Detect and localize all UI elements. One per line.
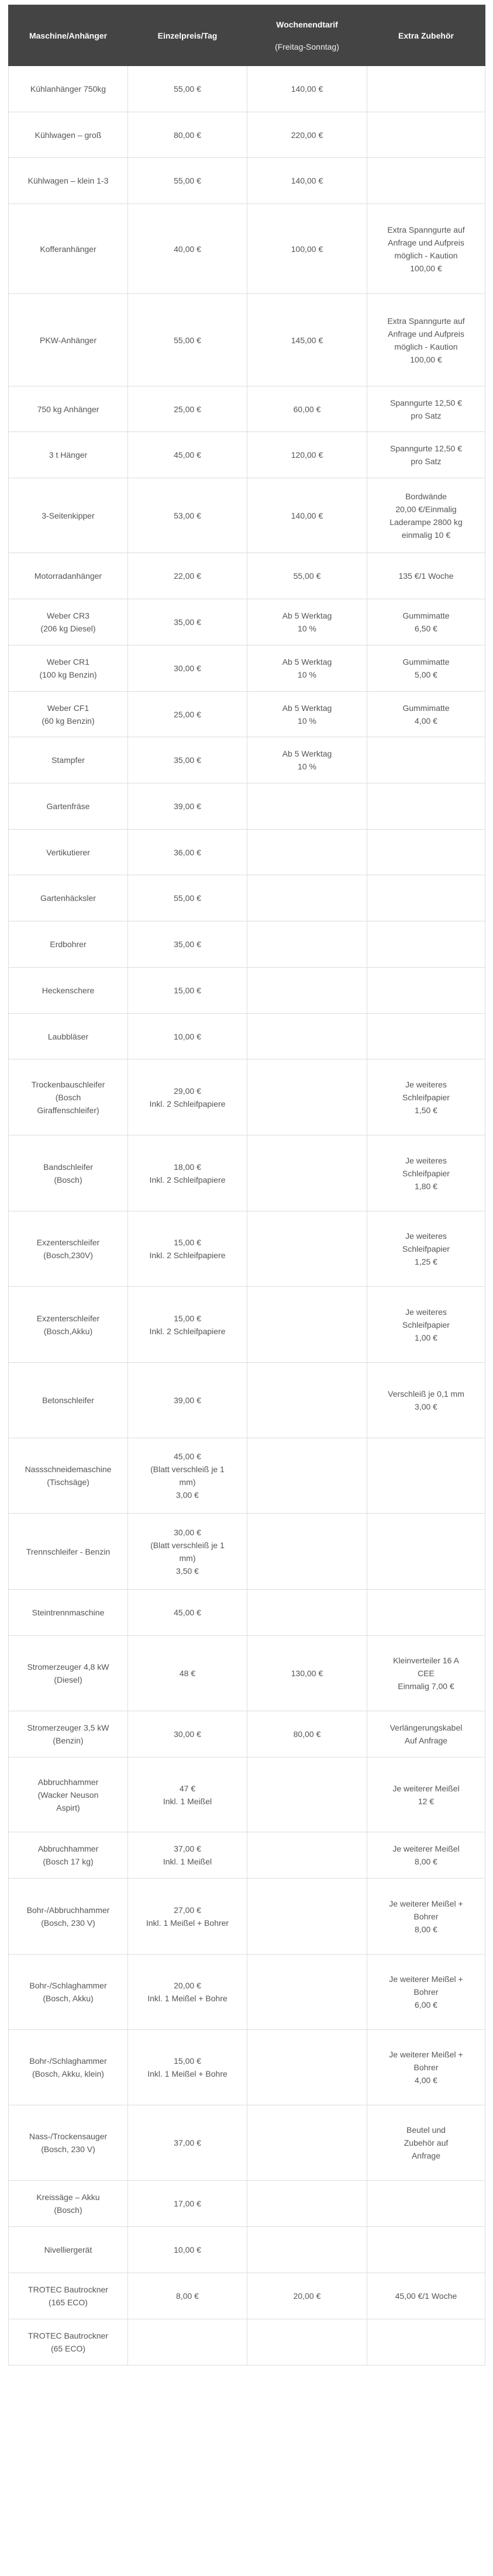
cell-machine: Trockenbauschleifer (Bosch Giraffenschleifer) (9, 1059, 128, 1135)
cell-day-price: 18,00 € Inkl. 2 Schleifpapiere (128, 1135, 247, 1211)
table-row (9, 1636, 485, 1711)
cell-day-price: 27,00 € Inkl. 1 Meißel + Bohrer (128, 1879, 247, 1955)
table-row (9, 1955, 485, 2030)
cell-day-price: 53,00 € (128, 478, 247, 553)
cell-machine: Exzenterschleifer (Bosch,Akku) (9, 1287, 128, 1363)
cell-extra (367, 921, 485, 968)
table-row (9, 1590, 485, 1636)
cell-weekend (247, 1211, 367, 1287)
cell-extra (367, 968, 485, 1014)
cell-weekend (247, 1363, 367, 1438)
table-row (9, 968, 485, 1014)
cell-machine: Kühlwagen – groß (9, 112, 128, 158)
cell-machine: Abbruchhammer (Bosch 17 kg) (9, 1832, 128, 1879)
cell-day-price: 25,00 € (128, 692, 247, 737)
cell-extra: Je weiteres Schleifpapier 1,50 € (367, 1059, 485, 1135)
cell-extra (367, 783, 485, 830)
cell-machine: Bandschleifer (Bosch) (9, 1135, 128, 1211)
table-row (9, 1014, 485, 1059)
table-row (9, 432, 485, 478)
cell-extra: Je weiterer Meißel + Bohrer 6,00 € (367, 1955, 485, 2030)
cell-machine: Stromerzeuger 3,5 kW (Benzin) (9, 1711, 128, 1757)
table-row (9, 645, 485, 692)
cell-extra: Beutel und Zubehör auf Anfrage (367, 2105, 485, 2181)
cell-extra: Je weiterer Meißel + Bohrer 4,00 € (367, 2030, 485, 2105)
table-row (9, 599, 485, 645)
cell-day-price: 30,00 € (128, 1711, 247, 1757)
cell-day-price: 25,00 € (128, 386, 247, 432)
table-row (9, 921, 485, 968)
cell-weekend: 60,00 € (247, 386, 367, 432)
cell-weekend (247, 2227, 367, 2273)
table-row (9, 1363, 485, 1438)
cell-extra (367, 1438, 485, 1514)
cell-extra: Je weiteres Schleifpapier 1,00 € (367, 1287, 485, 1363)
table-row (9, 2030, 485, 2105)
table-row (9, 2273, 485, 2319)
cell-extra: Extra Spanngurte auf Anfrage und Aufpreis möglich - Kaution 100,00 € (367, 294, 485, 386)
cell-machine: Nass-/Trockensauger (Bosch, 230 V) (9, 2105, 128, 2181)
cell-machine: Kofferanhänger (9, 204, 128, 294)
table-row (9, 1135, 485, 1211)
cell-day-price: 10,00 € (128, 2227, 247, 2273)
cell-extra: 135 €/1 Woche (367, 553, 485, 599)
cell-day-price: 8,00 € (128, 2273, 247, 2319)
table-row (9, 830, 485, 875)
table-row (9, 1832, 485, 1879)
cell-machine: Stromerzeuger 4,8 kW (Diesel) (9, 1636, 128, 1711)
cell-extra (367, 2319, 485, 2366)
cell-extra: Gummimatte 5,00 € (367, 645, 485, 692)
cell-machine: Motorradanhänger (9, 553, 128, 599)
table-row (9, 66, 485, 112)
table-row (9, 1287, 485, 1363)
header-machine (9, 5, 128, 66)
cell-extra: 45,00 €/1 Woche (367, 2273, 485, 2319)
cell-day-price: 55,00 € (128, 294, 247, 386)
cell-weekend (247, 1879, 367, 1955)
cell-machine: Gartenhäcksler (9, 875, 128, 921)
cell-day-price: 30,00 € (Blatt verschleiß je 1 mm) 3,50 € (128, 1514, 247, 1590)
cell-day-price: 55,00 € (128, 875, 247, 921)
cell-extra (367, 1590, 485, 1636)
cell-day-price: 35,00 € (128, 737, 247, 783)
cell-day-price: 22,00 € (128, 553, 247, 599)
cell-weekend (247, 2319, 367, 2366)
table-row (9, 1059, 485, 1135)
table-row (9, 1211, 485, 1287)
header-extra (367, 5, 485, 66)
table-row (9, 1757, 485, 1832)
table-row (9, 783, 485, 830)
cell-weekend (247, 1832, 367, 1879)
cell-machine: Erdbohrer (9, 921, 128, 968)
cell-day-price: 15,00 € (128, 968, 247, 1014)
table-row (9, 112, 485, 158)
cell-machine: 750 kg Anhänger (9, 386, 128, 432)
cell-weekend (247, 1014, 367, 1059)
cell-day-price: 10,00 € (128, 1014, 247, 1059)
table-row (9, 692, 485, 737)
cell-weekend (247, 968, 367, 1014)
cell-weekend: 130,00 € (247, 1636, 367, 1711)
cell-machine: Laubbläser (9, 1014, 128, 1059)
cell-day-price: 55,00 € (128, 158, 247, 204)
cell-weekend: 140,00 € (247, 66, 367, 112)
cell-day-price: 17,00 € (128, 2181, 247, 2227)
table-row (9, 2319, 485, 2366)
header-machine-label: Maschine/Anhänger (29, 30, 108, 40)
table-row (9, 478, 485, 553)
cell-day-price: 40,00 € (128, 204, 247, 294)
cell-day-price: 15,00 € Inkl. 1 Meißel + Bohre (128, 2030, 247, 2105)
cell-weekend: 145,00 € (247, 294, 367, 386)
cell-extra: Je weiterer Meißel 8,00 € (367, 1832, 485, 1879)
cell-extra: Verschleiß je 0,1 mm 3,00 € (367, 1363, 485, 1438)
cell-machine: Kreissäge – Akku (Bosch) (9, 2181, 128, 2227)
cell-weekend (247, 830, 367, 875)
cell-extra (367, 66, 485, 112)
table-row (9, 294, 485, 386)
cell-machine: Weber CR3 (206 kg Diesel) (9, 599, 128, 645)
cell-weekend: Ab 5 Werktag 10 % (247, 737, 367, 783)
cell-weekend: Ab 5 Werktag 10 % (247, 692, 367, 737)
cell-day-price: 47 € Inkl. 1 Meißel (128, 1757, 247, 1832)
cell-day-price: 80,00 € (128, 112, 247, 158)
table-row (9, 1711, 485, 1757)
table-row (9, 1438, 485, 1514)
cell-machine: Nivelliergerät (9, 2227, 128, 2273)
cell-extra: Extra Spanngurte auf Anfrage und Aufpreis möglich - Kaution 100,00 € (367, 204, 485, 294)
cell-machine: Abbruchhammer (Wacker Neuson Aspirt) (9, 1757, 128, 1832)
table-row (9, 1879, 485, 1955)
cell-machine: Heckenschere (9, 968, 128, 1014)
cell-machine: 3 t Hänger (9, 432, 128, 478)
cell-day-price (128, 2319, 247, 2366)
table-row (9, 204, 485, 294)
cell-day-price: 45,00 € (128, 1590, 247, 1636)
cell-day-price: 20,00 € Inkl. 1 Meißel + Bohre (128, 1955, 247, 2030)
cell-day-price: 45,00 € (128, 432, 247, 478)
cell-machine: Steintrennmaschine (9, 1590, 128, 1636)
cell-day-price: 15,00 € Inkl. 2 Schleifpapiere (128, 1211, 247, 1287)
cell-extra: Gummimatte 6,50 € (367, 599, 485, 645)
cell-machine: Trennschleifer - Benzin (9, 1514, 128, 1590)
cell-weekend (247, 1590, 367, 1636)
cell-weekend (247, 2105, 367, 2181)
header-row (9, 5, 485, 66)
cell-extra (367, 875, 485, 921)
header-weekend (247, 5, 367, 66)
cell-day-price: 55,00 € (128, 66, 247, 112)
cell-weekend: 20,00 € (247, 2273, 367, 2319)
cell-machine: Bohr-/Schlaghammer (Bosch, Akku) (9, 1955, 128, 2030)
cell-weekend (247, 1757, 367, 1832)
cell-machine: Gartenfräse (9, 783, 128, 830)
header-day-price-label: Einzelpreis/Tag (157, 30, 218, 40)
cell-machine: Weber CF1 (60 kg Benzin) (9, 692, 128, 737)
cell-weekend: 120,00 € (247, 432, 367, 478)
header-weekend-sub: (Freitag-Sonntag) (275, 42, 339, 51)
table-row (9, 2181, 485, 2227)
cell-extra: Bordwände 20,00 €/Einmalig Laderampe 2800 kg einmalig 10 € (367, 478, 485, 553)
cell-extra (367, 158, 485, 204)
cell-weekend: Ab 5 Werktag 10 % (247, 645, 367, 692)
cell-weekend (247, 1955, 367, 2030)
cell-extra: Je weiteres Schleifpapier 1,25 € (367, 1211, 485, 1287)
header-day-price (128, 5, 247, 66)
cell-weekend (247, 875, 367, 921)
cell-day-price: 30,00 € (128, 645, 247, 692)
header-extra-label: Extra Zubehör (398, 30, 454, 40)
header-weekend-label: Wochenendtarif (276, 19, 338, 29)
cell-extra (367, 830, 485, 875)
cell-machine: Kühlanhänger 750kg (9, 66, 128, 112)
cell-machine: Kühlwagen – klein 1-3 (9, 158, 128, 204)
cell-extra: Je weiterer Meißel 12 € (367, 1757, 485, 1832)
cell-weekend: 140,00 € (247, 158, 367, 204)
cell-day-price: 37,00 € Inkl. 1 Meißel (128, 1832, 247, 1879)
table-row (9, 875, 485, 921)
cell-day-price: 39,00 € (128, 1363, 247, 1438)
cell-weekend (247, 1514, 367, 1590)
cell-extra (367, 112, 485, 158)
cell-extra: Spanngurte 12,50 € pro Satz (367, 432, 485, 478)
cell-machine: Weber CR1 (100 kg Benzin) (9, 645, 128, 692)
cell-machine: Exzenterschleifer (Bosch,230V) (9, 1211, 128, 1287)
cell-weekend (247, 921, 367, 968)
cell-extra (367, 737, 485, 783)
cell-weekend (247, 1287, 367, 1363)
cell-machine: Bohr-/Abbruchhammer (Bosch, 230 V) (9, 1879, 128, 1955)
table-row (9, 737, 485, 783)
cell-weekend (247, 2181, 367, 2227)
table-header (9, 5, 485, 66)
cell-machine: TROTEC Bautrockner (165 ECO) (9, 2273, 128, 2319)
cell-machine: TROTEC Bautrockner (65 ECO) (9, 2319, 128, 2366)
table-row (9, 1514, 485, 1590)
cell-day-price: 48 € (128, 1636, 247, 1711)
cell-weekend: 100,00 € (247, 204, 367, 294)
cell-machine: Vertikutierer (9, 830, 128, 875)
cell-machine: Stampfer (9, 737, 128, 783)
cell-day-price: 29,00 € Inkl. 2 Schleifpapiere (128, 1059, 247, 1135)
cell-weekend (247, 783, 367, 830)
cell-extra: Je weiteres Schleifpapier 1,80 € (367, 1135, 485, 1211)
cell-extra (367, 2181, 485, 2227)
cell-weekend: 140,00 € (247, 478, 367, 553)
table-row (9, 386, 485, 432)
cell-machine: Nassschneidemaschine (Tischsäge) (9, 1438, 128, 1514)
cell-extra: Je weiterer Meißel + Bohrer 8,00 € (367, 1879, 485, 1955)
cell-day-price: 35,00 € (128, 921, 247, 968)
table-row (9, 553, 485, 599)
cell-machine: 3-Seitenkipper (9, 478, 128, 553)
cell-weekend: 220,00 € (247, 112, 367, 158)
cell-extra (367, 2227, 485, 2273)
table-row (9, 2227, 485, 2273)
cell-day-price: 39,00 € (128, 783, 247, 830)
table-row (9, 158, 485, 204)
cell-weekend (247, 1059, 367, 1135)
table-body (9, 66, 485, 2366)
cell-weekend (247, 1135, 367, 1211)
cell-machine: Betonschleifer (9, 1363, 128, 1438)
price-table (8, 5, 485, 2366)
cell-day-price: 37,00 € (128, 2105, 247, 2181)
cell-extra: Spanngurte 12,50 € pro Satz (367, 386, 485, 432)
cell-day-price: 35,00 € (128, 599, 247, 645)
cell-extra: Gummimatte 4,00 € (367, 692, 485, 737)
cell-extra: Verlängerungskabel Auf Anfrage (367, 1711, 485, 1757)
table-row (9, 2105, 485, 2181)
cell-extra (367, 1514, 485, 1590)
cell-extra (367, 1014, 485, 1059)
cell-machine: PKW-Anhänger (9, 294, 128, 386)
cell-day-price: 36,00 € (128, 830, 247, 875)
cell-weekend (247, 1438, 367, 1514)
cell-weekend: 80,00 € (247, 1711, 367, 1757)
cell-weekend: Ab 5 Werktag 10 % (247, 599, 367, 645)
cell-weekend: 55,00 € (247, 553, 367, 599)
cell-extra: Kleinverteiler 16 A CEE Einmalig 7,00 € (367, 1636, 485, 1711)
cell-day-price: 45,00 € (Blatt verschleiß je 1 mm) 3,00 € (128, 1438, 247, 1514)
cell-machine: Bohr-/Schlaghammer (Bosch, Akku, klein) (9, 2030, 128, 2105)
cell-day-price: 15,00 € Inkl. 2 Schleifpapiere (128, 1287, 247, 1363)
cell-weekend (247, 2030, 367, 2105)
